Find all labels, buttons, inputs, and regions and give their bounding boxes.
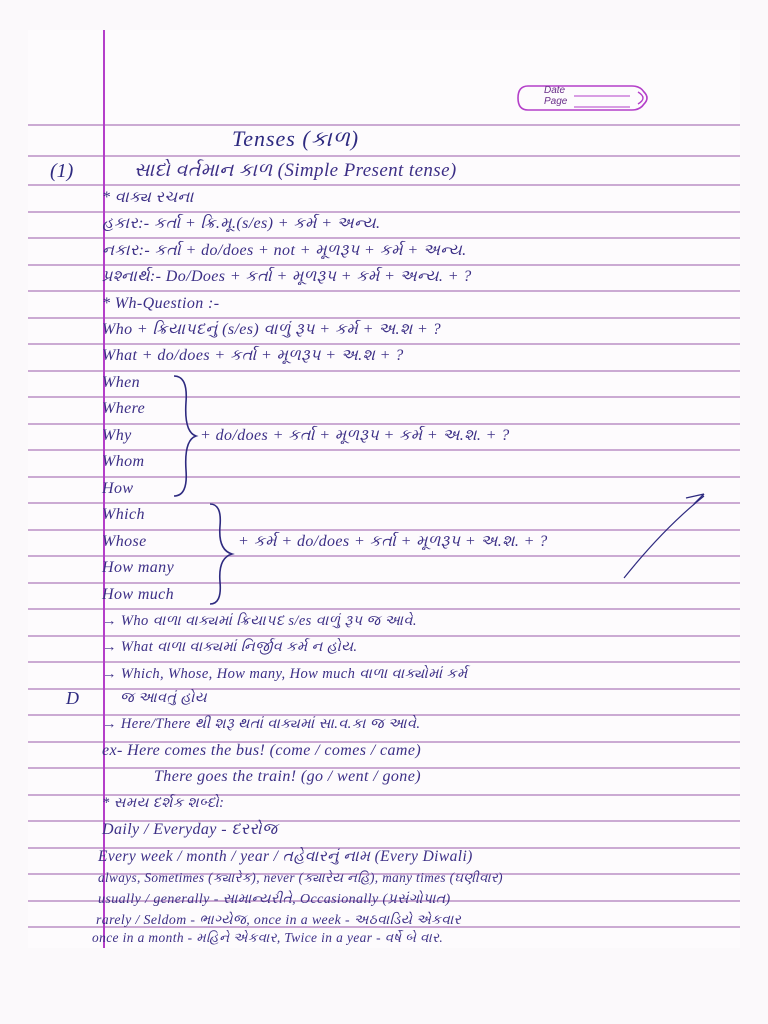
group-1-rule: + do/does + કર્તા + મૂળરૂપ + કર્મ + અ.શ. + ?: [200, 427, 510, 444]
question-rule: પ્રશ્નાર્થ:- Do/Does + કર્તા + મૂળરૂપ + કર્મ + અન્ય. + ?: [102, 268, 472, 285]
ruled-line: [28, 317, 740, 319]
note-which-continued: જ આવતું હોય: [120, 690, 208, 706]
negative-rule: નકાર:- કર્તા + do/does + not + મૂળરૂપ + કર્મ + અન્ય.: [102, 242, 467, 259]
wh-word-whom: Whom: [102, 453, 145, 470]
date-label: Date: [544, 85, 566, 96]
wh-word-when: When: [102, 374, 141, 391]
page-title: Tenses (કાળ): [232, 126, 360, 151]
ruled-line: [28, 211, 740, 213]
wh-word-how-many: How many: [102, 559, 175, 576]
note-which: → Which, Whose, How many, How much વાળા વાક્યોમાં કર્મ: [102, 666, 468, 682]
ruled-line: [28, 370, 740, 372]
ruled-line: [28, 264, 740, 266]
ruled-line: [28, 476, 740, 478]
time-words-daily: Daily / Everyday - દરરોજ: [102, 821, 278, 838]
ruled-line: [28, 237, 740, 239]
arrow-icon: [604, 488, 714, 584]
example-2: There goes the train! (go / went / gone): [154, 768, 421, 785]
section-heading: સાદો વર્તમાન કાળ (Simple Present tense): [134, 160, 457, 181]
ruled-line: [28, 290, 740, 292]
ruled-line: [28, 635, 740, 637]
ruled-line: [28, 396, 740, 398]
wh-word-how: How: [102, 480, 134, 497]
brace-group-2-icon: [206, 500, 236, 608]
page-label: Page: [544, 96, 568, 107]
wh-word-why: Why: [102, 427, 132, 444]
margin-mark: D: [66, 688, 79, 708]
time-words-heading: * સમય દર્શક શબ્દો:: [102, 795, 225, 811]
ruled-line: [28, 124, 740, 126]
ruled-line: [28, 661, 740, 663]
ruled-line: [28, 449, 740, 451]
wh-word-how-much: How much: [102, 586, 175, 603]
time-words-usually: usually / generally - સામાન્યરીતે, Occasionally (પ્રસંગોપાત): [98, 892, 451, 907]
ruled-line: [28, 423, 740, 425]
note-here-there: → Here/There થી શરૂ થતાં વાક્યમાં સા.વ.કા જ આવે.: [102, 716, 421, 732]
ruled-line: [28, 608, 740, 610]
ruled-line: [28, 343, 740, 345]
what-rule: What + do/does + કર્તા + મૂળરૂપ + અ.શ + ?: [102, 347, 404, 364]
note-what: → What વાળા વાક્યમાં નિર્જીવ કર્મ ન હોય.: [102, 639, 358, 655]
date-stamp-frame-icon: [514, 80, 654, 116]
section-number: (1): [50, 160, 74, 182]
affirmative-rule: હકાર:- કર્તા + ક્રિ.મૂ.(s/es) + કર્મ + અન્ય.: [102, 215, 381, 232]
note-who: → Who વાળા વાક્યમાં ક્રિયાપદ s/es વાળું રૂપ જ આવે.: [102, 613, 417, 629]
ruled-line: [28, 155, 740, 157]
brace-group-1-icon: [170, 372, 200, 500]
group-2-rule: + કર્મ + do/does + કર્તા + મૂળરૂપ + અ.શ. + ?: [238, 533, 548, 550]
date-page-stamp: [514, 80, 654, 116]
time-words-always: always, Sometimes (ક્યારેક), never (ક્યારેય નહિ), many times (ઘણીવાર): [98, 870, 503, 885]
structure-heading: * વાક્ય રચના: [102, 189, 194, 206]
wh-word-whose: Whose: [102, 533, 147, 550]
wh-word-where: Where: [102, 400, 146, 417]
time-words-rarely: rarely / Seldom - ભાગ્યેજ, once in a week - અઠવાડિયે એકવાર: [96, 912, 462, 927]
time-words-once-a-month: once in a month - મહિને એકવાર, Twice in a year - વર્ષે બે વાર.: [92, 930, 444, 945]
who-rule: Who + ક્રિયાપદનું (s/es) વાળું રૂપ + કર્મ + અ.શ + ?: [102, 321, 442, 338]
ruled-line: [28, 184, 740, 186]
wh-word-which: Which: [102, 506, 145, 523]
example-1: ex- Here comes the bus! (come / comes / came): [102, 742, 422, 759]
time-words-every: Every week / month / year / તહેવારનું નામ (Every Diwali): [98, 848, 473, 865]
wh-question-heading: * Wh-Question :-: [102, 295, 220, 312]
